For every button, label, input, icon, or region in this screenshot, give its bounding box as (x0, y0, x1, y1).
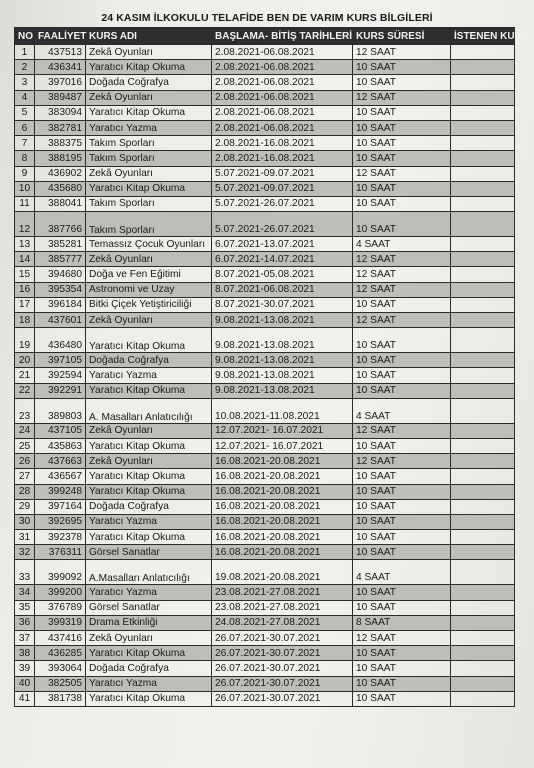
requested-course (451, 585, 515, 600)
faaliyet-code: 399200 (35, 585, 86, 600)
course-name: Takım Sporları (86, 212, 212, 237)
faaliyet-code: 437601 (35, 313, 86, 328)
table-row (15, 136, 515, 151)
table-row (15, 252, 515, 267)
row-number: 5 (15, 105, 35, 120)
course-name: Yaratıcı Kitap Okuma (86, 530, 212, 545)
faaliyet-code: 385281 (35, 237, 86, 252)
course-name: Doğada Coğrafya (86, 75, 212, 90)
course-duration: 12 SAAT (353, 45, 451, 60)
row-number: 18 (15, 313, 35, 328)
date-range: 26.07.2021-30.07.2021 (212, 676, 353, 691)
course-name: Yaratıcı Kitap Okuma (86, 60, 212, 75)
requested-course (451, 545, 515, 560)
course-duration: 10 SAAT (353, 196, 451, 211)
header-kurs-suresi: KURS SÜRESİ (353, 28, 451, 45)
date-range: 9.08.2021-13.08.2021 (212, 353, 353, 368)
date-range: 19.08.2021-20.08.2021 (212, 560, 353, 585)
course-name: Takım Sporları (86, 136, 212, 151)
table-row (15, 368, 515, 383)
date-range: 16.08.2021-20.08.2021 (212, 514, 353, 529)
faaliyet-code: 376789 (35, 600, 86, 615)
date-range: 9.08.2021-13.08.2021 (212, 383, 353, 398)
course-name: Görsel Sanatlar (86, 545, 212, 560)
row-number: 19 (15, 328, 35, 353)
faaliyet-code: 388375 (35, 136, 86, 151)
course-name: Zekâ Oyunları (86, 45, 212, 60)
faaliyet-code: 392291 (35, 383, 86, 398)
course-duration: 10 SAAT (353, 105, 451, 120)
faaliyet-code: 437105 (35, 423, 86, 438)
course-name: Yaratıcı Kitap Okuma (86, 105, 212, 120)
course-duration: 12 SAAT (353, 631, 451, 646)
table-row (15, 499, 515, 514)
course-duration: 10 SAAT (353, 661, 451, 676)
date-range: 2.08.2021-16.08.2021 (212, 151, 353, 166)
date-range: 5.07.2021-26.07.2021 (212, 212, 353, 237)
row-number: 24 (15, 423, 35, 438)
row-number: 27 (15, 469, 35, 484)
table-row (15, 166, 515, 181)
row-number: 33 (15, 560, 35, 585)
row-number: 13 (15, 237, 35, 252)
table-row (15, 545, 515, 560)
table-row (15, 438, 515, 453)
row-number: 29 (15, 499, 35, 514)
requested-course (451, 499, 515, 514)
row-number: 34 (15, 585, 35, 600)
table-row (15, 423, 515, 438)
course-duration: 10 SAAT (353, 297, 451, 312)
requested-course (451, 120, 515, 135)
table-row (15, 313, 515, 328)
date-range: 2.08.2021-06.08.2021 (212, 120, 353, 135)
requested-course (451, 105, 515, 120)
course-duration: 12 SAAT (353, 252, 451, 267)
row-number: 32 (15, 545, 35, 560)
course-duration: 12 SAAT (353, 454, 451, 469)
requested-course (451, 212, 515, 237)
table-row (15, 484, 515, 499)
course-duration: 4 SAAT (353, 560, 451, 585)
header-kurs-adi: KURS ADI (86, 28, 212, 45)
course-name: Bitki Çiçek Yetiştiriciliği (86, 297, 212, 312)
date-range: 2.08.2021-16.08.2021 (212, 136, 353, 151)
table-body (15, 45, 515, 707)
table-row (15, 615, 515, 630)
requested-course (451, 530, 515, 545)
date-range: 10.08.2021-11.08.2021 (212, 398, 353, 423)
table-row (15, 212, 515, 237)
table-row (15, 676, 515, 691)
date-range: 5.07.2021-09.07.2021 (212, 181, 353, 196)
row-number: 36 (15, 615, 35, 630)
course-name: Yaratıcı Kitap Okuma (86, 691, 212, 706)
date-range: 9.08.2021-13.08.2021 (212, 328, 353, 353)
faaliyet-code: 388041 (35, 196, 86, 211)
course-duration: 10 SAAT (353, 600, 451, 615)
date-range: 26.07.2021-30.07.2021 (212, 631, 353, 646)
header-no: NO (15, 28, 35, 45)
faaliyet-code: 387766 (35, 212, 86, 237)
course-duration: 12 SAAT (353, 313, 451, 328)
course-name: Yaratıcı Kitap Okuma (86, 469, 212, 484)
requested-course (451, 60, 515, 75)
faaliyet-code: 381738 (35, 691, 86, 706)
requested-course (451, 196, 515, 211)
course-name: Yaratıcı Yazma (86, 585, 212, 600)
row-number: 35 (15, 600, 35, 615)
course-name: Takım Sporları (86, 196, 212, 211)
table-row (15, 530, 515, 545)
course-name: Yaratıcı Kitap Okuma (86, 646, 212, 661)
course-name: Doğada Coğrafya (86, 661, 212, 676)
faaliyet-code: 376311 (35, 545, 86, 560)
course-name: Zekâ Oyunları (86, 423, 212, 438)
course-duration: 10 SAAT (353, 368, 451, 383)
faaliyet-code: 395354 (35, 282, 86, 297)
date-range: 5.07.2021-26.07.2021 (212, 196, 353, 211)
date-range: 16.08.2021-20.08.2021 (212, 530, 353, 545)
date-range: 24.08.2021-27.08.2021 (212, 615, 353, 630)
date-range: 23.08.2021-27.08.2021 (212, 585, 353, 600)
table-row (15, 398, 515, 423)
table-row (15, 600, 515, 615)
date-range: 6.07.2021-13.07.2021 (212, 237, 353, 252)
row-number: 6 (15, 120, 35, 135)
requested-course (451, 136, 515, 151)
course-duration: 10 SAAT (353, 530, 451, 545)
table-row (15, 454, 515, 469)
requested-course (451, 691, 515, 706)
course-name: Takım Sporları (86, 151, 212, 166)
course-name: Yaratıcı Yazma (86, 120, 212, 135)
course-name: Yaratıcı Yazma (86, 676, 212, 691)
faaliyet-code: 394680 (35, 267, 86, 282)
row-number: 25 (15, 438, 35, 453)
course-name: Zekâ Oyunları (86, 313, 212, 328)
course-duration: 10 SAAT (353, 469, 451, 484)
faaliyet-code: 382505 (35, 676, 86, 691)
row-number: 12 (15, 212, 35, 237)
requested-course (451, 237, 515, 252)
row-number: 11 (15, 196, 35, 211)
course-duration: 12 SAAT (353, 267, 451, 282)
date-range: 8.07.2021-06.08.2021 (212, 282, 353, 297)
date-range: 26.07.2021-30.07.2021 (212, 691, 353, 706)
course-duration: 10 SAAT (353, 328, 451, 353)
faaliyet-code: 397105 (35, 353, 86, 368)
table-row (15, 514, 515, 529)
requested-course (451, 438, 515, 453)
row-number: 3 (15, 75, 35, 90)
date-range: 16.08.2021-20.08.2021 (212, 499, 353, 514)
course-duration: 12 SAAT (353, 166, 451, 181)
row-number: 30 (15, 514, 35, 529)
header-faaliyet: FAALİYET (35, 28, 86, 45)
requested-course (451, 383, 515, 398)
date-range: 16.08.2021-20.08.2021 (212, 545, 353, 560)
requested-course (451, 514, 515, 529)
course-name: Doğada Coğrafya (86, 499, 212, 514)
table-row (15, 60, 515, 75)
faaliyet-code: 389803 (35, 398, 86, 423)
faaliyet-code: 392378 (35, 530, 86, 545)
course-duration: 10 SAAT (353, 383, 451, 398)
table-row (15, 237, 515, 252)
requested-course (451, 151, 515, 166)
course-duration: 10 SAAT (353, 676, 451, 691)
course-duration: 10 SAAT (353, 353, 451, 368)
course-duration: 10 SAAT (353, 136, 451, 151)
course-name: Doğada Coğrafya (86, 353, 212, 368)
requested-course (451, 615, 515, 630)
date-range: 2.08.2021-06.08.2021 (212, 75, 353, 90)
requested-course (451, 267, 515, 282)
date-range: 8.07.2021-30.07.2021 (212, 297, 353, 312)
requested-course (451, 600, 515, 615)
faaliyet-code: 393064 (35, 661, 86, 676)
faaliyet-code: 436567 (35, 469, 86, 484)
course-duration: 12 SAAT (353, 423, 451, 438)
row-number: 39 (15, 661, 35, 676)
requested-course (451, 469, 515, 484)
row-number: 10 (15, 181, 35, 196)
faaliyet-code: 437416 (35, 631, 86, 646)
table-row (15, 328, 515, 353)
table-row (15, 90, 515, 105)
course-name: Yaratıcı Kitap Okuma (86, 383, 212, 398)
table-row (15, 646, 515, 661)
header-row (15, 28, 515, 45)
date-range: 5.07.2021-09.07.2021 (212, 166, 353, 181)
course-duration: 10 SAAT (353, 60, 451, 75)
date-range: 16.08.2021-20.08.2021 (212, 484, 353, 499)
course-duration: 4 SAAT (353, 398, 451, 423)
faaliyet-code: 382781 (35, 120, 86, 135)
course-duration: 10 SAAT (353, 585, 451, 600)
course-duration: 10 SAAT (353, 646, 451, 661)
date-range: 16.08.2021-20.08.2021 (212, 454, 353, 469)
course-duration: 10 SAAT (353, 438, 451, 453)
row-number: 31 (15, 530, 35, 545)
course-name: Zekâ Oyunları (86, 90, 212, 105)
faaliyet-code: 436902 (35, 166, 86, 181)
table-row (15, 661, 515, 676)
requested-course (451, 423, 515, 438)
faaliyet-code: 388195 (35, 151, 86, 166)
course-name: Yaratıcı Yazma (86, 514, 212, 529)
date-range: 2.08.2021-06.08.2021 (212, 45, 353, 60)
faaliyet-code: 399248 (35, 484, 86, 499)
table-row (15, 196, 515, 211)
course-duration: 10 SAAT (353, 212, 451, 237)
course-name: Zekâ Oyunları (86, 631, 212, 646)
row-number: 16 (15, 282, 35, 297)
requested-course (451, 166, 515, 181)
course-duration: 10 SAAT (353, 499, 451, 514)
faaliyet-code: 436480 (35, 328, 86, 353)
requested-course (451, 676, 515, 691)
date-range: 23.08.2021-27.08.2021 (212, 600, 353, 615)
date-range: 8.07.2021-05.08.2021 (212, 267, 353, 282)
requested-course (451, 646, 515, 661)
date-range: 2.08.2021-06.08.2021 (212, 60, 353, 75)
course-name: A. Masalları Anlatıcılığı (86, 398, 212, 423)
table-row (15, 267, 515, 282)
course-name: Yaratıcı Kitap Okuma (86, 438, 212, 453)
course-name: A.Masalları Anlatıcılığı (86, 560, 212, 585)
faaliyet-code: 389487 (35, 90, 86, 105)
course-duration: 4 SAAT (353, 237, 451, 252)
course-name: Yaratıcı Yazma (86, 368, 212, 383)
row-number: 15 (15, 267, 35, 282)
table-row (15, 469, 515, 484)
course-name: Yaratıcı Kitap Okuma (86, 484, 212, 499)
table-row (15, 75, 515, 90)
course-table (14, 27, 529, 707)
row-number: 9 (15, 166, 35, 181)
page-title: 24 KASIM İLKOKULU TELAFİDE BEN DE VARIM KURS BİLGİLERİ (101, 12, 433, 24)
table-row (15, 105, 515, 120)
date-range: 9.08.2021-13.08.2021 (212, 313, 353, 328)
course-duration: 10 SAAT (353, 120, 451, 135)
table-header (15, 28, 529, 45)
requested-course (451, 454, 515, 469)
row-number: 21 (15, 368, 35, 383)
faaliyet-code: 435863 (35, 438, 86, 453)
table-row (15, 631, 515, 646)
faaliyet-code: 397164 (35, 499, 86, 514)
course-duration: 10 SAAT (353, 514, 451, 529)
requested-course (451, 353, 515, 368)
table-row (15, 45, 515, 60)
course-duration: 12 SAAT (353, 90, 451, 105)
requested-course (451, 297, 515, 312)
row-number: 23 (15, 398, 35, 423)
date-range: 16.08.2021-20.08.2021 (212, 469, 353, 484)
row-number: 1 (15, 45, 35, 60)
date-range: 6.07.2021-14.07.2021 (212, 252, 353, 267)
requested-course (451, 484, 515, 499)
row-number: 28 (15, 484, 35, 499)
date-range: 26.07.2021-30.07.2021 (212, 661, 353, 676)
table-row (15, 151, 515, 166)
table-row (15, 691, 515, 706)
requested-course (451, 661, 515, 676)
row-number: 38 (15, 646, 35, 661)
requested-course (451, 631, 515, 646)
date-range: 26.07.2021-30.07.2021 (212, 646, 353, 661)
requested-course (451, 252, 515, 267)
row-number: 37 (15, 631, 35, 646)
course-name: Drama Etkinliği (86, 615, 212, 630)
header-istenen-kurs: İSTENEN KURS (451, 28, 515, 45)
course-name: Görsel Sanatlar (86, 600, 212, 615)
row-number: 41 (15, 691, 35, 706)
requested-course (451, 45, 515, 60)
date-range: 2.08.2021-06.08.2021 (212, 90, 353, 105)
requested-course (451, 181, 515, 196)
row-number: 2 (15, 60, 35, 75)
course-duration: 12 SAAT (353, 282, 451, 297)
course-name: Astronomi ve Uzay (86, 282, 212, 297)
date-range: 9.08.2021-13.08.2021 (212, 368, 353, 383)
course-name: Zekâ Oyunları (86, 252, 212, 267)
row-number: 26 (15, 454, 35, 469)
date-range: 12.07.2021- 16.07.2021 (212, 423, 353, 438)
course-duration: 10 SAAT (353, 75, 451, 90)
row-number: 4 (15, 90, 35, 105)
requested-course (451, 90, 515, 105)
course-duration: 10 SAAT (353, 545, 451, 560)
table-row (15, 181, 515, 196)
course-name: Temassız Çocuk Oyunları (86, 237, 212, 252)
faaliyet-code: 437513 (35, 45, 86, 60)
row-number: 17 (15, 297, 35, 312)
course-duration: 8 SAAT (353, 615, 451, 630)
table-row (15, 353, 515, 368)
course-name: Zekâ Oyunları (86, 166, 212, 181)
faaliyet-code: 399092 (35, 560, 86, 585)
requested-course (451, 313, 515, 328)
faaliyet-code: 392695 (35, 514, 86, 529)
header-tarihler: BAŞLAMA- BİTİŞ TARİHLERİ (212, 28, 353, 45)
row-number: 14 (15, 252, 35, 267)
table-row (15, 585, 515, 600)
faaliyet-code: 385777 (35, 252, 86, 267)
faaliyet-code: 437663 (35, 454, 86, 469)
faaliyet-code: 435680 (35, 181, 86, 196)
table-row (15, 120, 515, 135)
requested-course (451, 328, 515, 353)
course-name: Yaratıcı Kitap Okuma (86, 328, 212, 353)
table-row (15, 560, 515, 585)
row-number: 40 (15, 676, 35, 691)
faaliyet-code: 392594 (35, 368, 86, 383)
requested-course (451, 282, 515, 297)
requested-course (451, 75, 515, 90)
row-number: 22 (15, 383, 35, 398)
course-duration: 10 SAAT (353, 484, 451, 499)
faaliyet-code: 436285 (35, 646, 86, 661)
course-name: Doğa ve Fen Eğitimi (86, 267, 212, 282)
faaliyet-code: 399319 (35, 615, 86, 630)
table-row (15, 383, 515, 398)
faaliyet-code: 396184 (35, 297, 86, 312)
course-name: Zekâ Oyunları (86, 454, 212, 469)
requested-course (451, 560, 515, 585)
table-row (15, 297, 515, 312)
table-row (15, 282, 515, 297)
row-number: 8 (15, 151, 35, 166)
requested-course (451, 368, 515, 383)
date-range: 2.08.2021-06.08.2021 (212, 105, 353, 120)
faaliyet-code: 436341 (35, 60, 86, 75)
course-duration: 10 SAAT (353, 181, 451, 196)
course-name: Yaratıcı Kitap Okuma (86, 181, 212, 196)
requested-course (451, 398, 515, 423)
course-duration: 10 SAAT (353, 691, 451, 706)
row-number: 20 (15, 353, 35, 368)
faaliyet-code: 383094 (35, 105, 86, 120)
date-range: 12.07.2021- 16.07.2021 (212, 438, 353, 453)
faaliyet-code: 397016 (35, 75, 86, 90)
course-duration: 10 SAAT (353, 151, 451, 166)
row-number: 7 (15, 136, 35, 151)
